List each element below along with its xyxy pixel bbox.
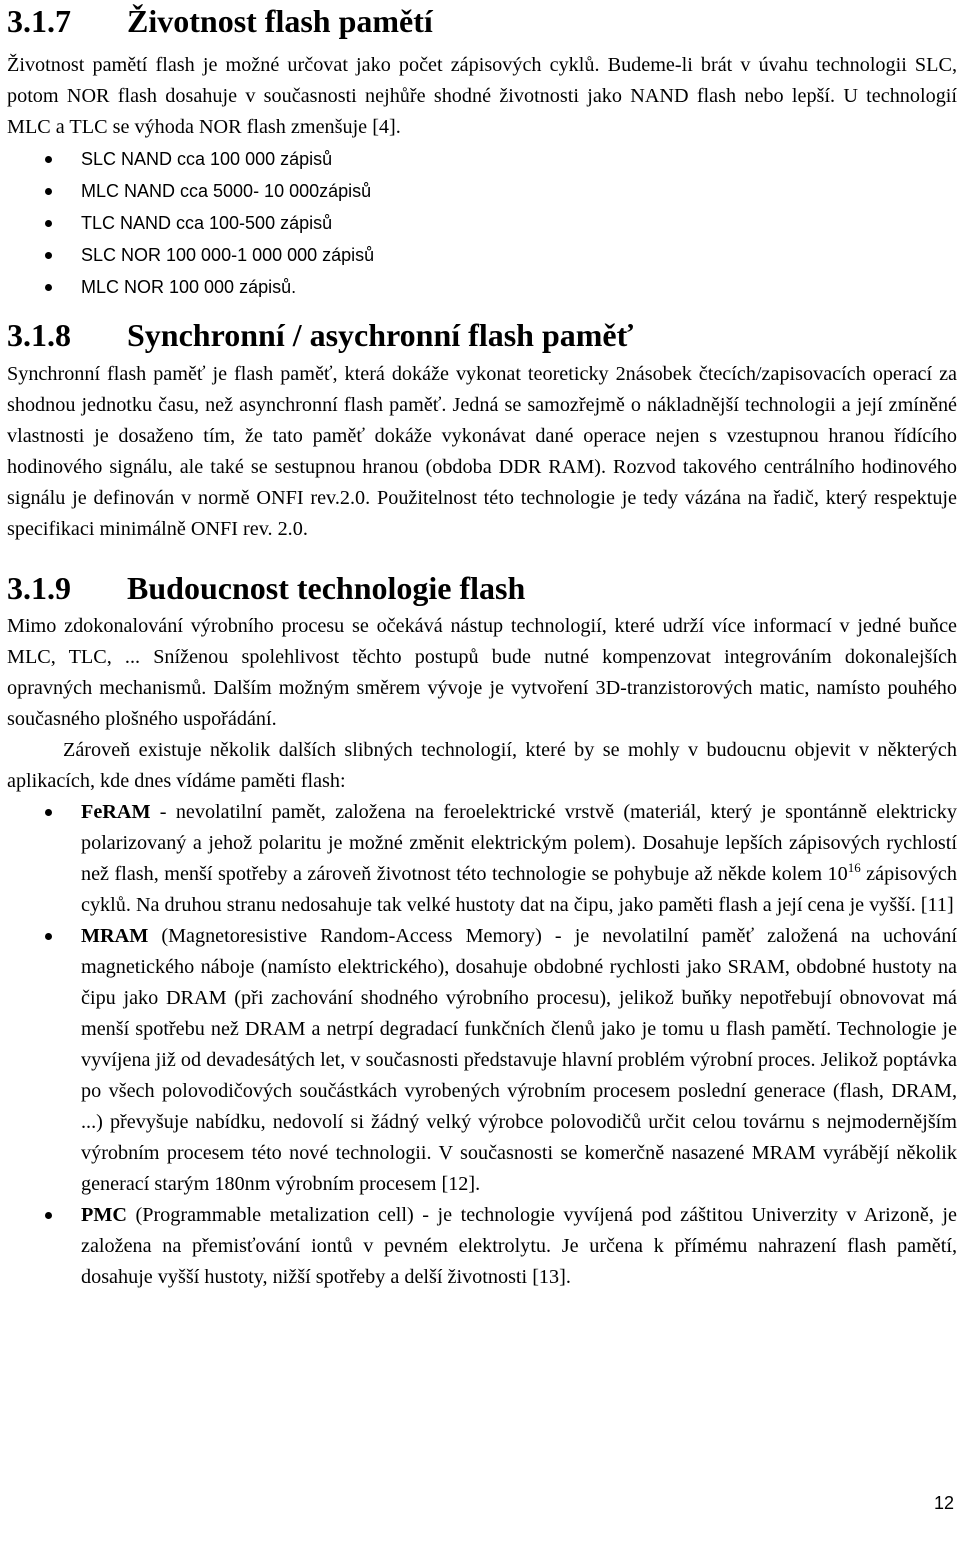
- list-item: [7, 271, 957, 303]
- bullet-icon: [45, 1212, 52, 1219]
- term-pmc: PMC: [81, 1204, 127, 1226]
- list-item-mram: [7, 921, 957, 1200]
- bullet-icon: [45, 156, 52, 163]
- list-item: [7, 143, 957, 175]
- list-item-text: SLC NAND cca 100 000 zápisů: [81, 149, 333, 169]
- bullet-icon: [45, 252, 52, 259]
- list-item: [7, 207, 957, 239]
- section-number: 3.1.8: [7, 317, 71, 353]
- lifetime-bullet-list: [7, 143, 957, 303]
- technology-bullet-list: [7, 797, 957, 1293]
- section-heading-3-1-8: [7, 315, 957, 355]
- bullet-icon: [45, 809, 52, 816]
- mram-text: (Magnetoresistive Random-Access Memory) - je nevolatilní paměť založená na uchování magnetického náboje (namísto elektrického), dosahuje obdobné rychlosti jako SRAM, obdobné hustoty na čipu jako DRAM (při zachování shodného výrobního procesu), jelikož buňky nepotřebují obnovovat má menší spotřebu než DRAM a netrpí degradací funkčních členů jako je tomu u flash pamětí. Technologie je vyvíjena již od devadesátých let, v současnosti představuje hlavní problém výrobní proces. Jelikož poptávka po všech polovodičových součástkách vyrobených výrobním procesem poslední generace (flash, DRAM, ...) převyšuje nabídku, nedovolí si žádný velký výrobce polovodičů určit celou továrnu s nejmodernějším výrobním procesem této nové technologii. V současnosti se komerčně nasazené MRAM vyrábějí několik generací starým 180nm výrobním procesem [12].: [81, 925, 957, 1195]
- list-item-text: TLC NAND cca 100-500 zápisů: [81, 213, 333, 233]
- document-page: [7, 0, 957, 1293]
- feram-superscript: 16: [847, 860, 861, 875]
- section-number: 3.1.7: [7, 3, 71, 39]
- section-title: Synchronní / asychronní flash paměť: [127, 317, 634, 353]
- list-item-text: MLC NOR 100 000 zápisů.: [81, 277, 297, 297]
- section-heading-3-1-7: [7, 1, 957, 41]
- section-title: Životnost flash pamětí: [127, 3, 433, 39]
- pmc-text: (Programmable metalization cell) - je technologie vyvíjená pod záštitou Univerzity v Arizoně, je založena na přemisťování iontů v pevném elektrolytu. Je určena k přímému nahrazení flash pamětí, dosahuje vyšší hustoty, nižší spotřeby a delší životnosti [13].: [81, 1204, 957, 1288]
- paragraph-lifetime: Životnost pamětí flash je možné určovat jako počet zápisových cyklů. Budeme-li brát v úvahu technologii SLC, potom NOR flash dosahuje v současnosti nejhůře shodné životnosti jako NAND flash nebo lepší. U technologií MLC a TLC se výhoda NOR flash zmenšuje [4].: [7, 54, 957, 138]
- list-item-text: SLC NOR 100 000-1 000 000 zápisů: [81, 245, 375, 265]
- list-item-text: MLC NAND cca 5000- 10 000zápisů: [81, 181, 372, 201]
- paragraph-future-2: Zároveň existuje několik dalších slibných technologií, které by se mohly v budoucnu objevit v některých aplikacích, kde dnes vídáme paměti flash:: [7, 739, 957, 792]
- list-item: [7, 239, 957, 271]
- paragraph-future-1: Mimo zdokonalování výrobního procesu se očekává nástup technologií, které udrží více informací v jedné buňce MLC, TLC, ... Sníženou spolehlivost těchto postupů bude nutné kompenzovat integrováním dokonalejších opravných mechanismů. Dalším možným směrem vývoje je vytvoření 3D-tranzistorových matic, namísto pouhého současného plošného uspořádání.: [7, 615, 957, 730]
- paragraph-synchronous: Synchronní flash paměť je flash paměť, která dokáže vykonat teoreticky 2násobek čtecích/zapisovacích operací za shodnou jednotku času, než asynchronní flash paměť. Jedná se samozřejmě o nákladnější technologii a její zmíněné vlastnosti je dosaženo tím, že tato paměť dokáže vykonávat dané operace nejen s vzestupnou hranou řídícího hodinového signálu, ale také se sestupnou hranou (obdoba DDR RAM). Rozvod takového centrálního hodinového signálu je definován v normě ONFI rev.2.0. Použitelnost této technologie je tedy vázána na řadič, který respektuje specifikaci minimálně ONFI rev. 2.0.: [7, 363, 957, 540]
- term-mram: MRAM: [81, 925, 149, 947]
- list-item-feram: [7, 797, 957, 921]
- feram-text: - nevolatilní pamět, založena na feroelektrické vrstvě (materiál, který je spontánně elektricky polarizovaný a jehož polaritu je možné změnit elektrickým polem). Dosahuje lepších zápisových rychlostí než flash, menší spotřeby a zároveň životnost této technologie se pohybuje až někde kolem 10: [81, 801, 957, 885]
- bullet-icon: [45, 220, 52, 227]
- list-item-pmc: [7, 1200, 957, 1293]
- bullet-icon: [45, 188, 52, 195]
- feram-text-continued: zápisových cyklů. Na druhou stranu nedosahuje tak velké hustoty dat na čipu, jako paměti flash a její cena je vyšší. [11]: [81, 863, 957, 916]
- section-number: 3.1.9: [7, 570, 71, 606]
- list-item: [7, 175, 957, 207]
- page-number: 12: [933, 1493, 954, 1513]
- section-heading-3-1-9: [7, 568, 957, 608]
- section-title: Budoucnost technologie flash: [127, 570, 526, 606]
- bullet-icon: [45, 284, 52, 291]
- bullet-icon: [45, 933, 52, 940]
- term-feram: FeRAM: [81, 801, 151, 823]
